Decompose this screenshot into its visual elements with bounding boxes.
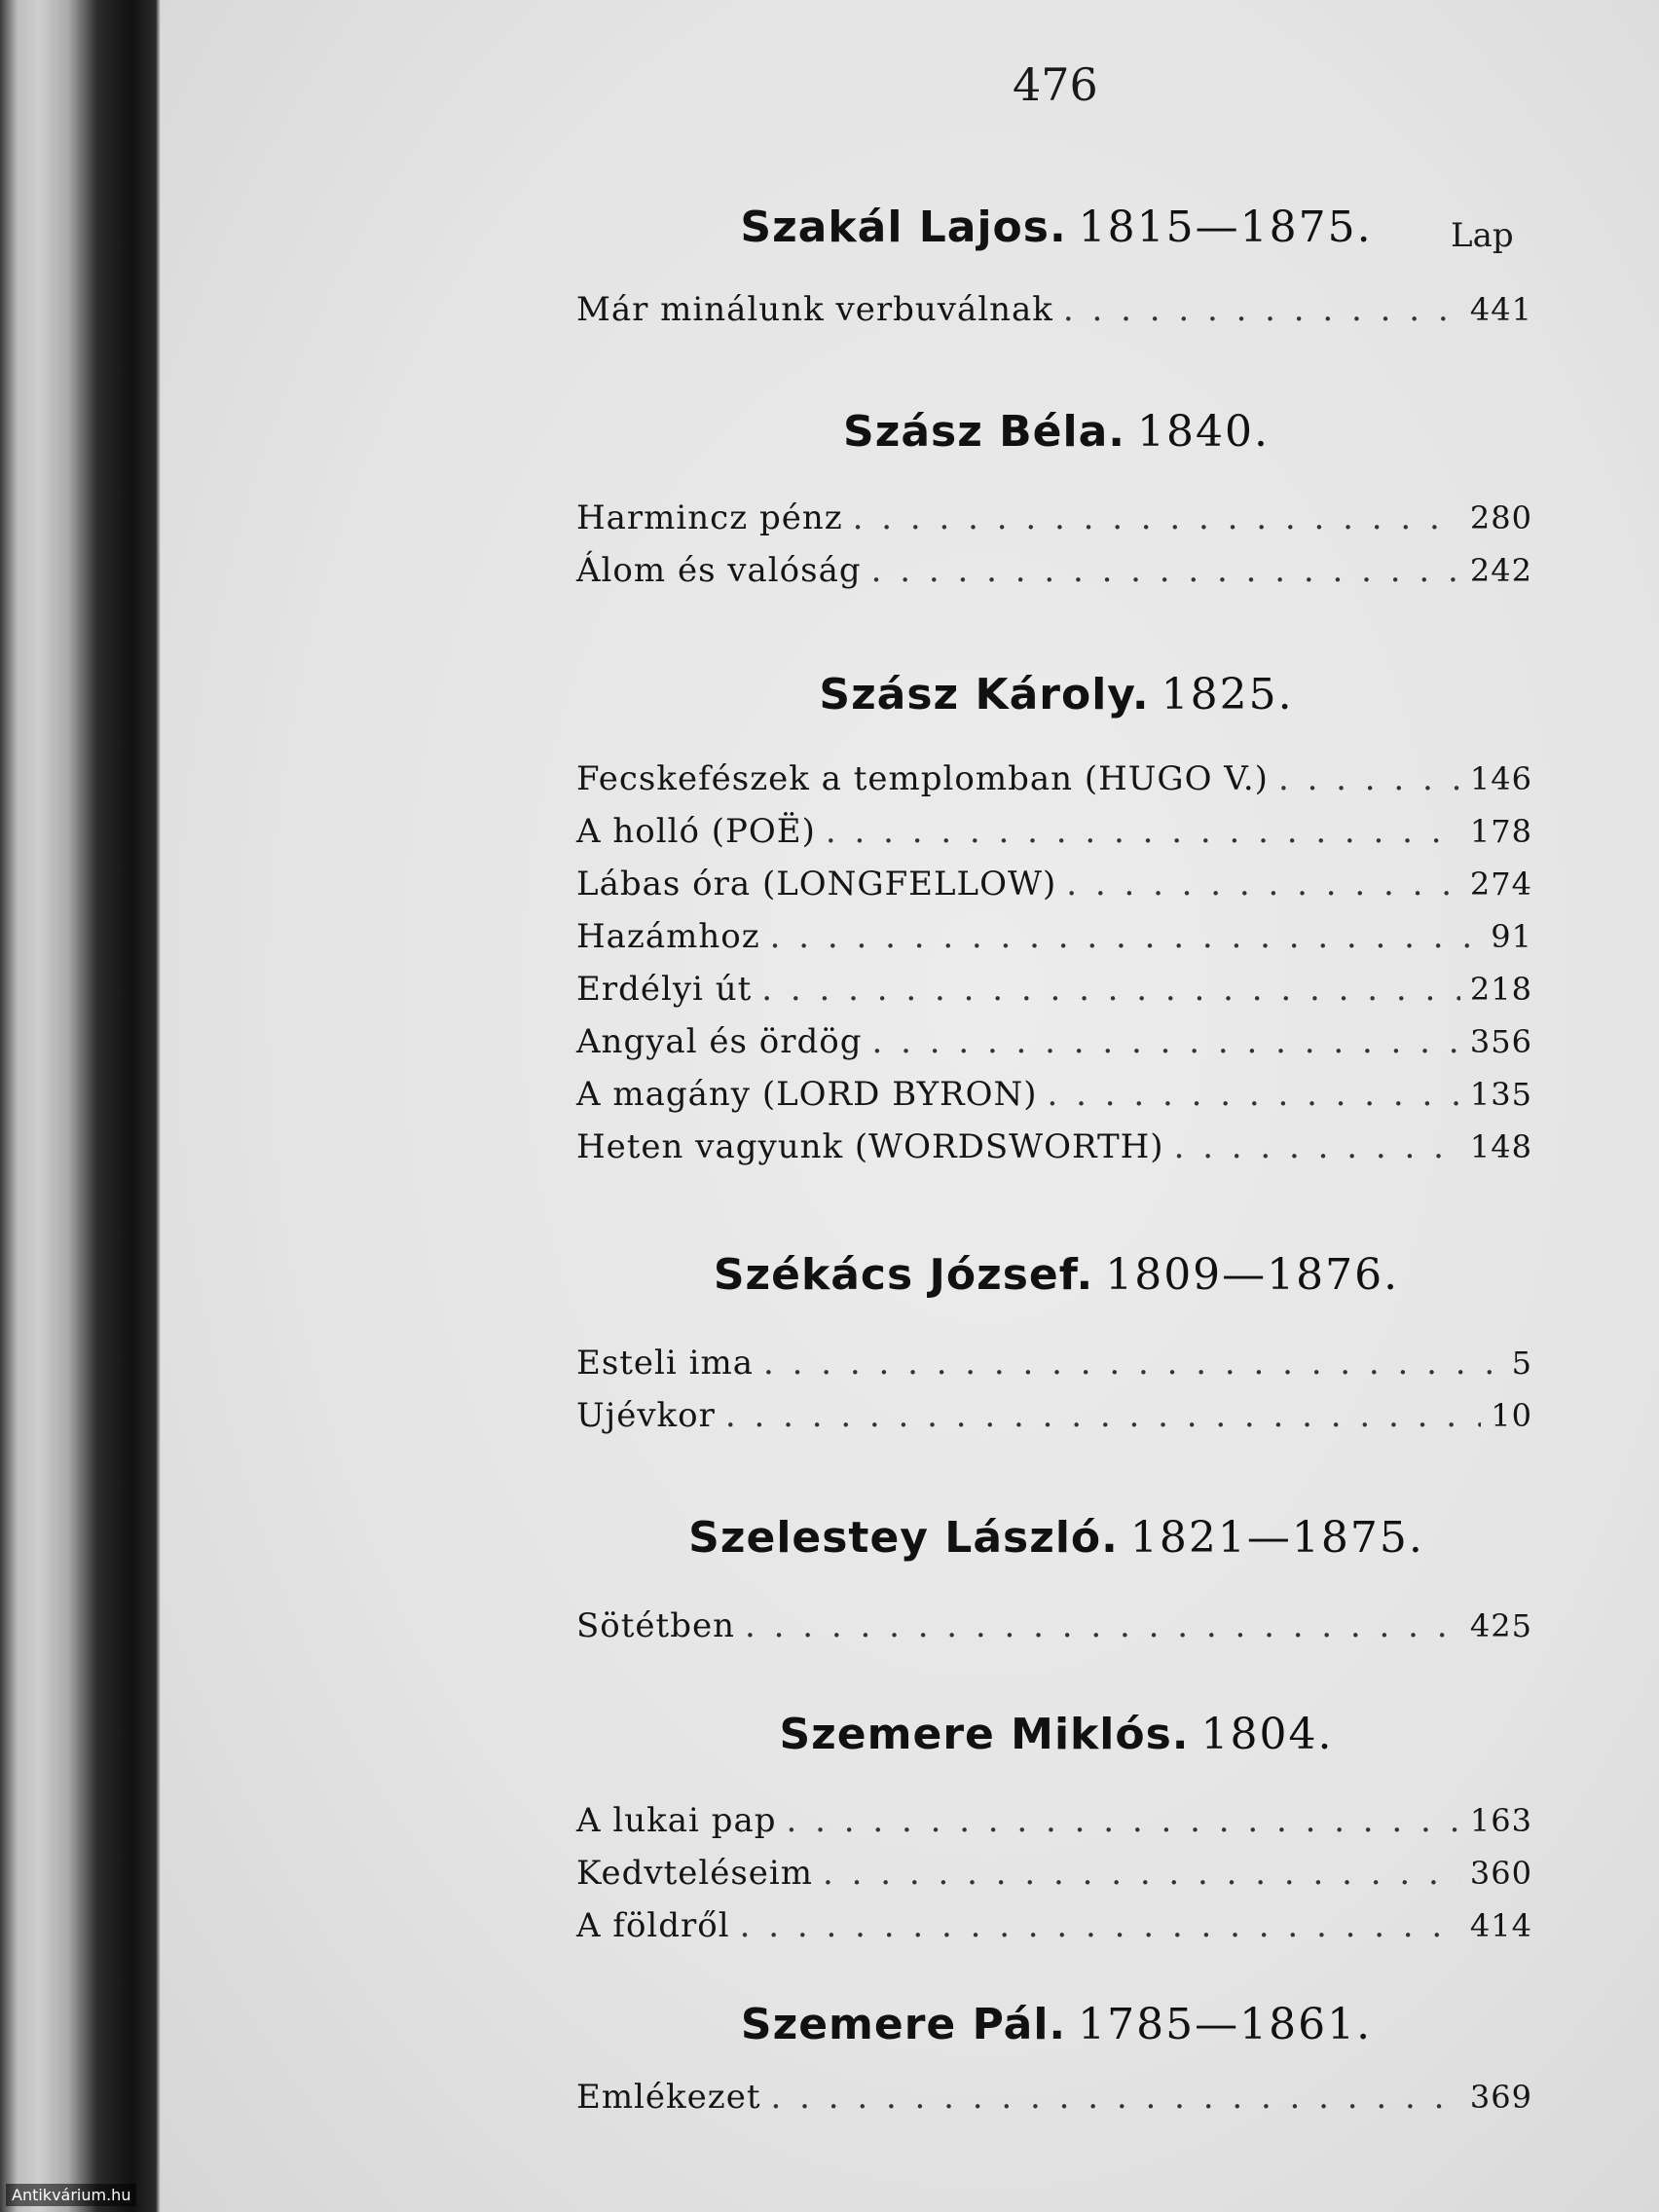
toc-entry xyxy=(576,551,1532,592)
author-heading-szemere-pal xyxy=(428,2000,1659,2049)
entry-title: Harmincz pénz xyxy=(576,498,843,537)
page-number: 476 xyxy=(1013,58,1098,111)
entry-page: 135 xyxy=(1469,1076,1532,1113)
author-years: 1821—1875. xyxy=(1129,1513,1424,1563)
author-heading-szakal xyxy=(428,203,1659,252)
entry-title: Esteli ima xyxy=(576,1344,754,1382)
entry-page: 441 xyxy=(1469,291,1532,328)
toc-entry xyxy=(576,1396,1532,1437)
entry-title: A földről xyxy=(576,1906,730,1945)
toc-entry xyxy=(576,759,1532,800)
dot-leader xyxy=(871,1022,1459,1061)
author-heading-szasz-bela xyxy=(428,407,1659,457)
dot-leader xyxy=(823,1854,1460,1893)
author-heading-szasz-karoly xyxy=(428,670,1659,719)
toc-entry xyxy=(576,1801,1532,1842)
entry-title: Kedvteléseim xyxy=(576,1854,814,1893)
dot-leader xyxy=(740,1906,1460,1945)
entry-title: Emlékezet xyxy=(576,2078,761,2117)
toc-entry xyxy=(576,917,1532,958)
entry-title: Fecskefészek a templomban (HUGO V.) xyxy=(576,759,1269,798)
author-name: Szemere Pál. xyxy=(740,2000,1067,2049)
entry-page: 274 xyxy=(1469,866,1532,903)
entry-page: 218 xyxy=(1469,971,1532,1008)
dot-leader xyxy=(1063,290,1460,329)
entry-page: 146 xyxy=(1469,760,1532,797)
toc-entry xyxy=(576,1906,1532,1947)
entry-page: 369 xyxy=(1469,2079,1532,2116)
toc-entry xyxy=(576,970,1532,1011)
entry-title: A lukai pap xyxy=(576,1801,777,1840)
author-years: 1840. xyxy=(1137,407,1270,457)
toc-entry xyxy=(576,1075,1532,1116)
author-years: 1804. xyxy=(1200,1710,1334,1759)
entry-title: Lábas óra (LONGFELLOW) xyxy=(576,865,1057,903)
dot-leader xyxy=(787,1801,1460,1840)
dot-leader xyxy=(1278,759,1460,798)
author-name: Szász Béla. xyxy=(843,407,1125,457)
entry-page: 10 xyxy=(1491,1397,1532,1434)
entry-page: 178 xyxy=(1469,813,1532,850)
entry-page: 163 xyxy=(1469,1802,1532,1839)
entry-page: 425 xyxy=(1469,1607,1532,1644)
entry-title: Hazámhoz xyxy=(576,917,760,956)
toc-entry xyxy=(576,1127,1532,1168)
toc-entry xyxy=(576,812,1532,853)
toc-entry xyxy=(576,498,1532,539)
author-heading-szekacs xyxy=(428,1250,1659,1300)
toc-entry xyxy=(576,1606,1532,1647)
entry-title: Erdélyi út xyxy=(576,970,753,1009)
dot-leader xyxy=(853,498,1460,537)
dot-leader xyxy=(871,551,1460,590)
toc-entry xyxy=(576,865,1532,905)
entry-page: 360 xyxy=(1469,1855,1532,1892)
author-heading-szemere-miklos xyxy=(428,1710,1659,1759)
dot-leader xyxy=(1066,865,1460,903)
entry-title: A magány (LORD BYRON) xyxy=(576,1075,1038,1114)
toc-entry xyxy=(576,2078,1532,2119)
author-years: 1815—1875. xyxy=(1078,203,1373,252)
entry-page: 91 xyxy=(1491,918,1532,955)
entry-page: 356 xyxy=(1469,1023,1532,1060)
entry-title: A holló (POË) xyxy=(576,812,816,851)
book-binding xyxy=(0,0,161,2212)
author-name: Székács József. xyxy=(713,1250,1094,1300)
author-name: Szelestey László. xyxy=(688,1513,1119,1563)
toc-entry xyxy=(576,1344,1532,1384)
author-heading-szelestey xyxy=(428,1513,1659,1563)
dot-leader xyxy=(770,2078,1459,2117)
entry-page: 242 xyxy=(1469,552,1532,589)
lap-column-label: Lap xyxy=(1451,216,1514,255)
dot-leader xyxy=(1174,1127,1460,1166)
toc-entry xyxy=(576,290,1532,331)
dot-leader xyxy=(770,917,1482,956)
dot-leader xyxy=(826,812,1460,851)
toc-entry xyxy=(576,1854,1532,1895)
entry-page: 414 xyxy=(1469,1907,1532,1944)
dot-leader xyxy=(725,1396,1481,1435)
author-years: 1809—1876. xyxy=(1105,1250,1400,1300)
dot-leader xyxy=(763,1344,1502,1382)
entry-title: Sötétben xyxy=(576,1606,735,1645)
entry-page: 280 xyxy=(1469,499,1532,536)
dot-leader xyxy=(761,970,1460,1009)
toc-entry xyxy=(576,1022,1532,1063)
entry-page: 5 xyxy=(1511,1345,1532,1382)
entry-page: 148 xyxy=(1469,1128,1532,1165)
entry-title: Angyal és ördög xyxy=(576,1022,863,1061)
entry-title: Álom és valóság xyxy=(576,551,862,590)
dot-leader xyxy=(745,1606,1460,1645)
entry-title: Már minálunk verbuválnak xyxy=(576,290,1053,329)
entry-title: Heten vagyunk (WORDSWORTH) xyxy=(576,1127,1164,1166)
author-name: Szemere Miklós. xyxy=(779,1710,1190,1759)
author-name: Szász Károly. xyxy=(819,670,1150,719)
author-name: Szakál Lajos. xyxy=(740,203,1067,252)
watermark: Antikvárium.hu xyxy=(6,2184,136,2206)
author-years: 1785—1861. xyxy=(1078,2000,1373,2049)
dot-leader xyxy=(1048,1075,1460,1114)
entry-title: Ujévkor xyxy=(576,1396,716,1435)
author-years: 1825. xyxy=(1161,670,1294,719)
